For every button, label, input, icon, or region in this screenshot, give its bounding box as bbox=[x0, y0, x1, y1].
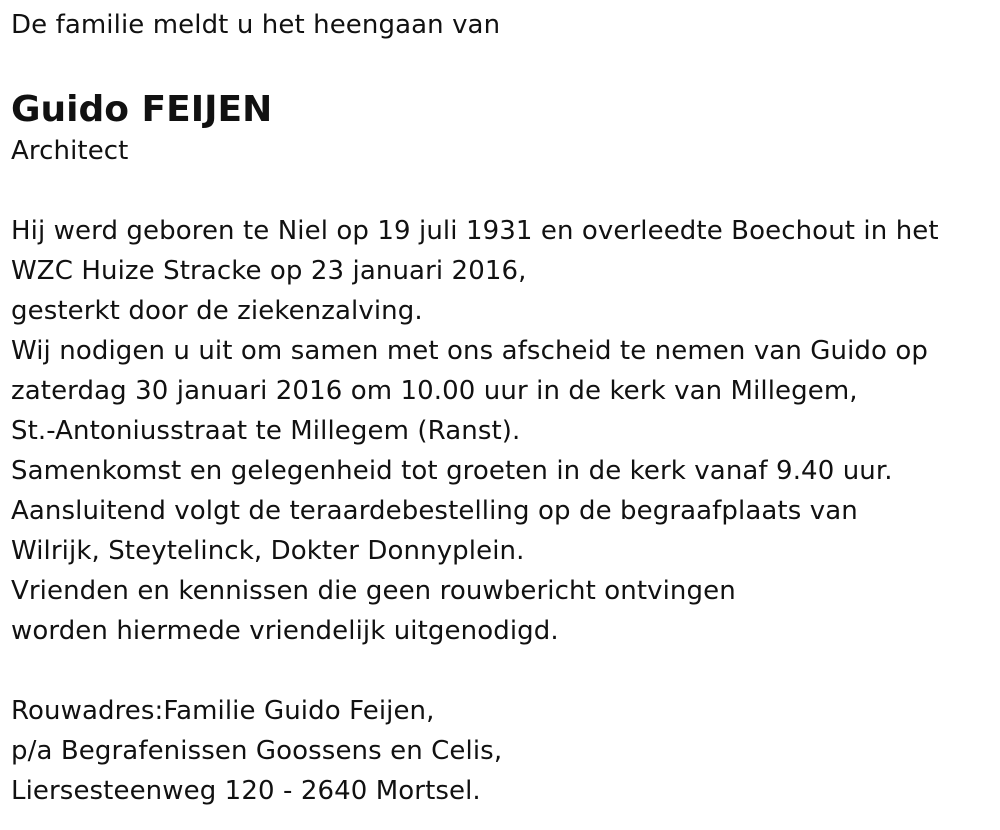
profession-text: Architect bbox=[11, 136, 129, 166]
deceased-name: Guido FEIJEN bbox=[11, 89, 273, 130]
obituary-notice bbox=[11, 0, 991, 811]
body-line: Aansluitend volgt de teraardebestelling op de begraafplaats van bbox=[11, 496, 858, 526]
mourning-address bbox=[11, 691, 991, 811]
body-line: Wij nodigen u uit om samen met ons afscheid te nemen van Guido op bbox=[11, 336, 929, 366]
address-line: p/a Begrafenissen Goossens en Celis, bbox=[11, 736, 503, 766]
body-line: Samenkomst en gelegenheid tot groeten in de kerk vanaf 9.40 uur. bbox=[11, 456, 893, 486]
body-line: WZC Huize Stracke op 23 januari 2016, bbox=[11, 256, 527, 286]
address-line: Liersesteenweg 120 - 2640 Mortsel. bbox=[11, 776, 481, 806]
address-line: Rouwadres:Familie Guido Feijen, bbox=[11, 696, 435, 726]
body-line: zaterdag 30 januari 2016 om 10.00 uur in de kerk van Millegem, bbox=[11, 376, 858, 406]
body-line: St.-Antoniusstraat te Millegem (Ranst). bbox=[11, 416, 521, 446]
body-line: Wilrijk, Steytelinck, Dokter Donnyplein. bbox=[11, 536, 525, 566]
body-line: Hij werd geboren te Niel op 19 juli 1931 en overleedte Boechout in het bbox=[11, 216, 939, 246]
body-line: gesterkt door de ziekenzalving. bbox=[11, 296, 423, 326]
intro-text: De familie meldt u het heengaan van bbox=[11, 10, 501, 40]
body-line: Vrienden en kennissen die geen rouwbericht ontvingen bbox=[11, 576, 736, 606]
notice-body bbox=[11, 211, 991, 651]
body-line: worden hiermede vriendelijk uitgenodigd. bbox=[11, 616, 559, 646]
